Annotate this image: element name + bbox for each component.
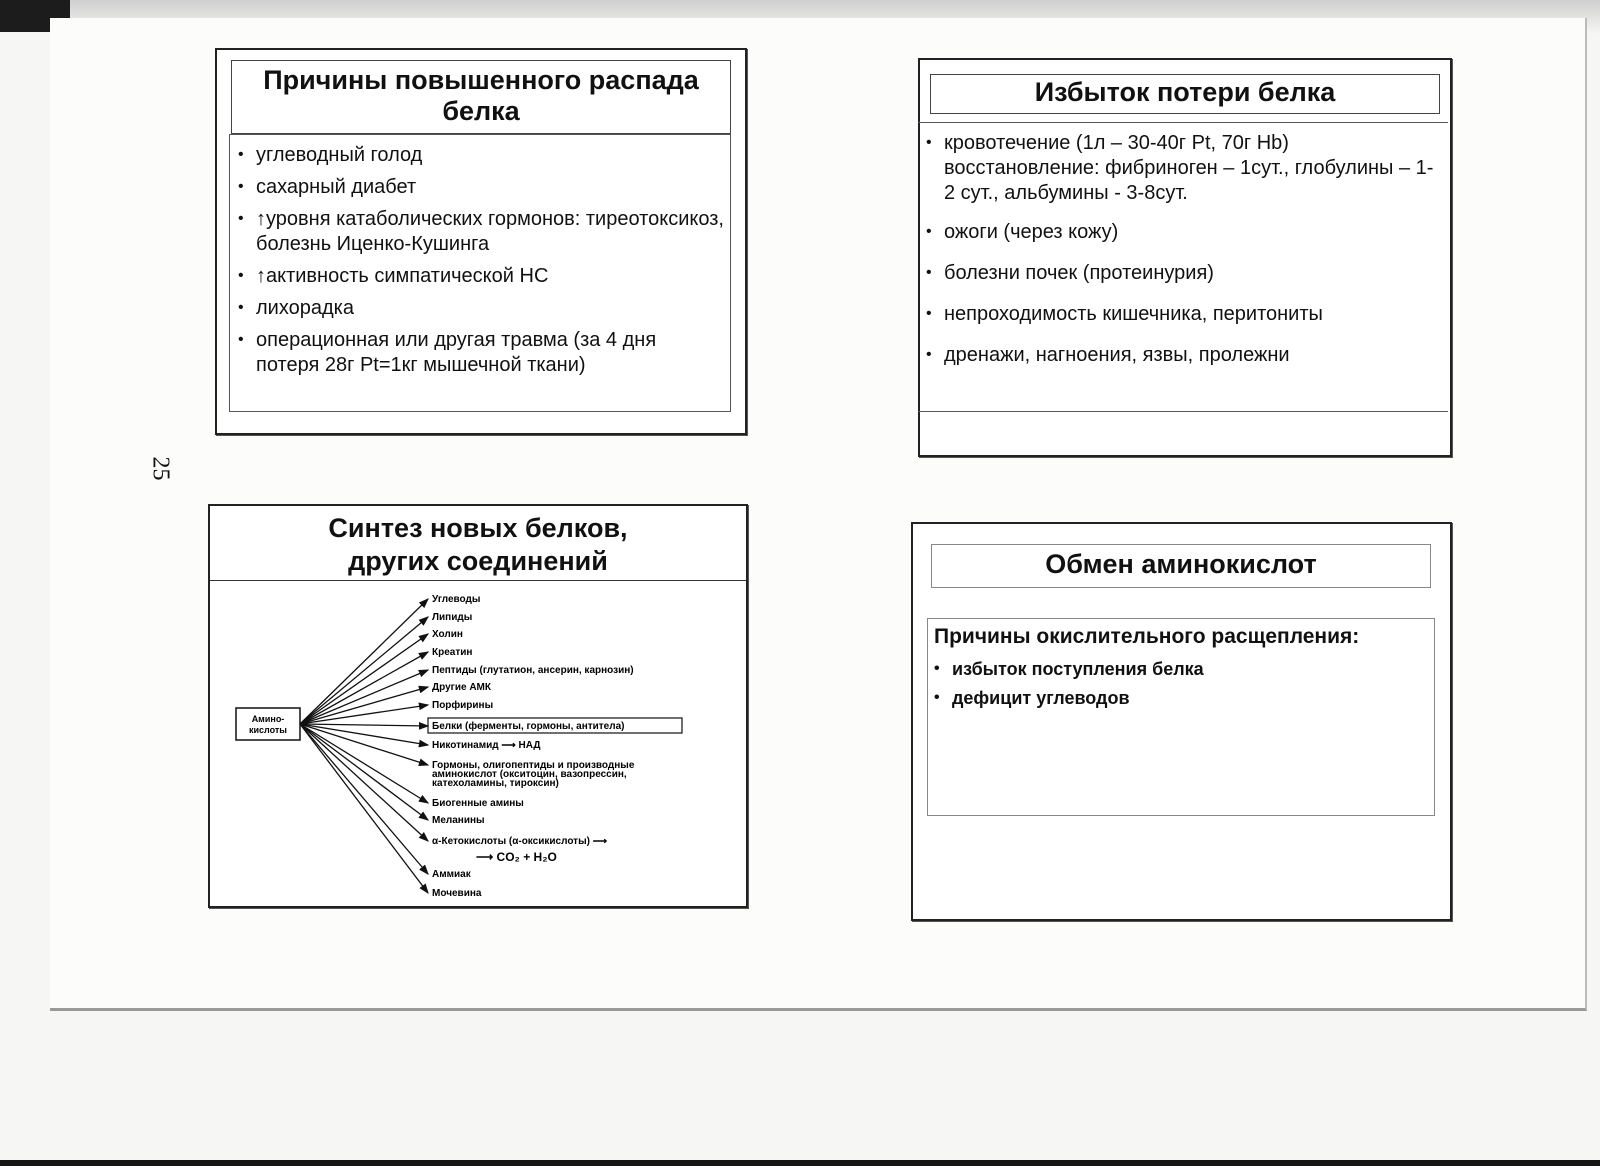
diagram-arrow	[300, 724, 428, 893]
diagram-arrow	[300, 634, 428, 724]
diagram-target-label: катехоламины, тироксин)	[432, 778, 559, 789]
diagram-target-label: Аммиак	[432, 869, 471, 880]
diagram-target-label: Пептиды (глутатион, ансерин, карнозин)	[432, 665, 634, 676]
diagram-arrow	[300, 652, 428, 724]
scan-edge	[0, 1160, 1600, 1166]
list-item: • дефицит углеводов	[930, 686, 1434, 711]
list-item: • лихорадка	[234, 296, 724, 321]
diagram-target-label: Липиды	[432, 612, 473, 623]
loss-list	[922, 131, 1440, 368]
title-line: Синтез новых белков,	[328, 513, 628, 543]
slide-body	[927, 618, 1435, 816]
slide-title	[210, 512, 746, 578]
list-item: • ↑активность симпатической НС	[234, 264, 724, 289]
list-item: • кровотечение (1л – 30-40г Pt, 70г Hb) восстановление: фибриноген – 1сут., глобулины – 1-2 сут., альбумины - 3-8сут.	[922, 131, 1440, 206]
amino-acids-box	[236, 708, 300, 740]
diagram-arrow	[300, 724, 428, 765]
diagram-rule	[210, 580, 746, 581]
diagram-target-label: Другие АМК	[432, 682, 491, 693]
slide-title: Обмен аминокислот	[931, 544, 1431, 588]
diagram-target-label: ⟶ CO₂ + H₂O	[476, 850, 557, 864]
diagram-target-label: Холин	[432, 629, 463, 640]
diagram-target-label: Никотинамид ⟶ НАД	[432, 740, 541, 751]
slide-title: Избыток потери белка	[930, 74, 1440, 114]
diagram-target-label: Мочевина	[432, 888, 482, 898]
slide-synthesis	[208, 504, 748, 908]
list-item: • дренажи, нагноения, язвы, пролежни	[922, 343, 1440, 368]
diagram-target-label: α-Кетокислоты (α-оксикислоты) ⟶	[432, 836, 608, 847]
diagram-arrow	[300, 724, 428, 803]
diagram-target-label: Порфирины	[432, 700, 494, 711]
diagram-target-label: Креатин	[432, 647, 473, 658]
page-number: 25	[147, 456, 174, 481]
source-label: Амино-	[251, 714, 285, 724]
diagram-target-label: Углеводы	[432, 594, 481, 605]
diagram-arrow	[300, 724, 428, 874]
list-item: • углеводный голод	[234, 143, 724, 168]
diagram-target-label: Биогенные амины	[432, 798, 524, 809]
slide-protein-breakdown	[215, 48, 747, 435]
amino-acid-diagram	[212, 582, 742, 898]
slide-body	[918, 122, 1448, 412]
slide-body	[229, 134, 731, 412]
list-item: • ожоги (через кожу)	[922, 220, 1440, 245]
list-item: • болезни почек (протеинурия)	[922, 261, 1440, 286]
diagram-target-label: Меланины	[432, 815, 485, 826]
reason-list	[928, 657, 1434, 711]
list-item: • ↑уровня катаболических гормонов: тиреотоксикоз, болезнь Иценко-Кушинга	[234, 207, 724, 257]
slide-title: Причины повышенного распада белка	[231, 60, 731, 134]
list-item: • непроходимость кишечника, перитониты	[922, 302, 1440, 327]
list-item: • операционная или другая травма (за 4 дня потеря 28г Pt=1кг мышечной ткани)	[234, 328, 724, 378]
diagram-target-label: аминокислот (окситоцин, вазопрессин,	[432, 769, 627, 780]
diagram-arrow	[300, 724, 428, 820]
diagram-target-label: Гормоны, олигопептиды и производные	[432, 760, 635, 771]
slide-amino-exchange	[911, 522, 1452, 921]
slide-protein-loss	[918, 58, 1452, 457]
diagram-arrow	[300, 724, 428, 726]
cause-list	[234, 143, 724, 378]
slide-subtitle: Причины окислительного расщепления:	[934, 625, 1360, 648]
title-line: других соединений	[348, 546, 608, 576]
list-item: • избыток поступления белка	[930, 657, 1434, 682]
source-label: кислоты	[248, 725, 288, 735]
diagram-target-label: Белки (ферменты, гормоны, антитела)	[432, 721, 625, 732]
list-item: • сахарный диабет	[234, 175, 724, 200]
diagram-arrow	[300, 670, 428, 724]
